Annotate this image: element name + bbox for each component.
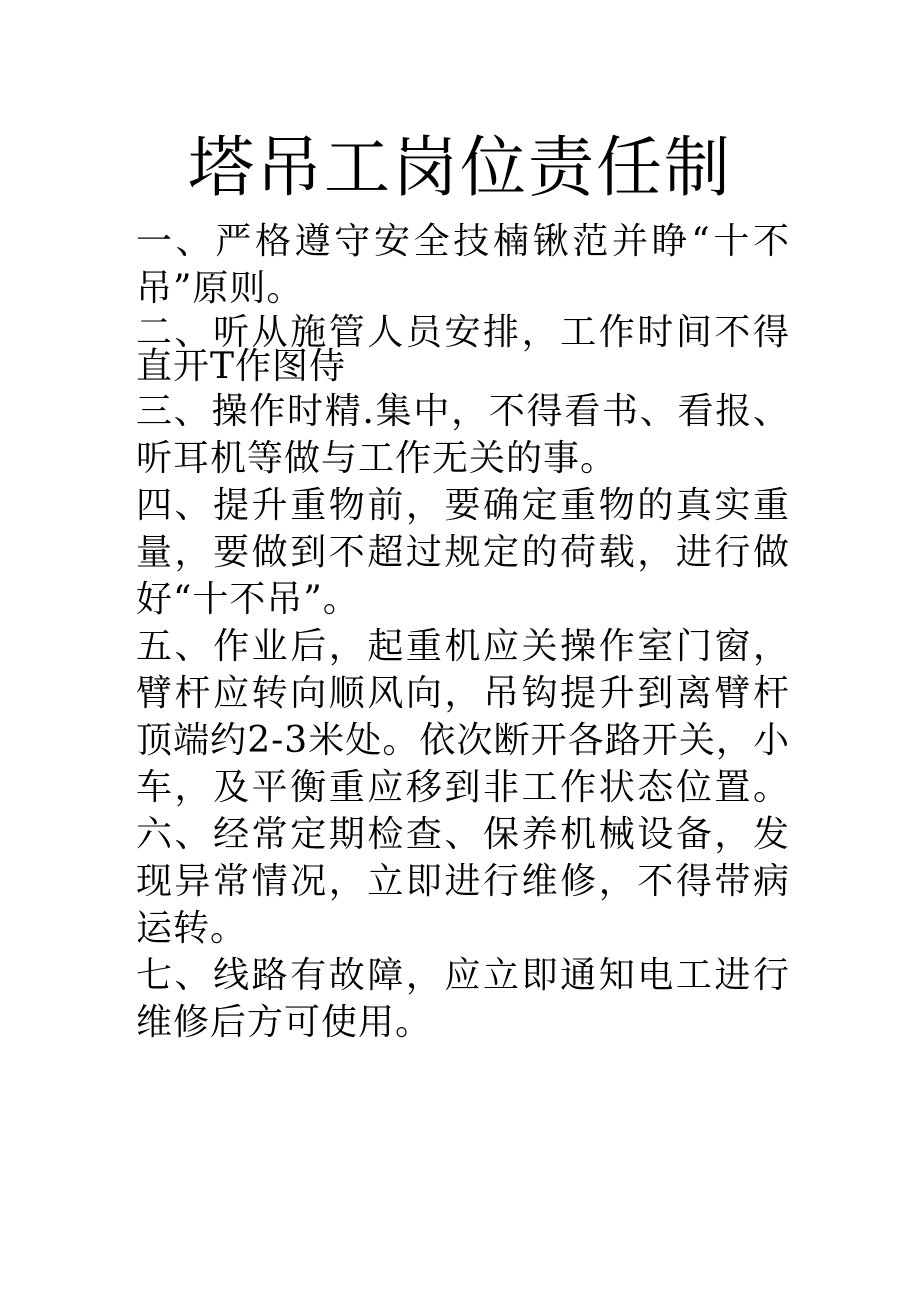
paragraph-5: 五、作业后，起重机应关操作室门窗，臂杆应转向顺风向，吊钩提升到离臂杆顶端约2-3米处。依次断开各路开关，小车，及平衡重应移到非工作状态位置。六、经常定期检查、保养机械设备，发现异常情况，立即进行维修，不得带病运转。	[136, 626, 790, 949]
paragraph-3: 三、操作时精.集中，不得看书、看报、听耳机等做与工作无关的事。	[136, 391, 790, 479]
paragraph-6: 七、线路有故障，应立即通知电工进行维修后方可使用。	[136, 955, 790, 1043]
paragraph-1: 一、严格遵守安全技楠锹范并睁“十不吊”原则。	[136, 221, 790, 309]
document-body	[136, 218, 790, 1046]
paragraph-4: 四、提升重物前，要确定重物的真实重量，要做到不超过规定的荷载，进行做好“十不吊”。	[136, 485, 790, 620]
paragraph-2: 二、听从施管人员安排，工作时间不得直开T作图侍	[136, 312, 790, 387]
document-title: 塔吊工岗位责任制	[188, 129, 732, 206]
